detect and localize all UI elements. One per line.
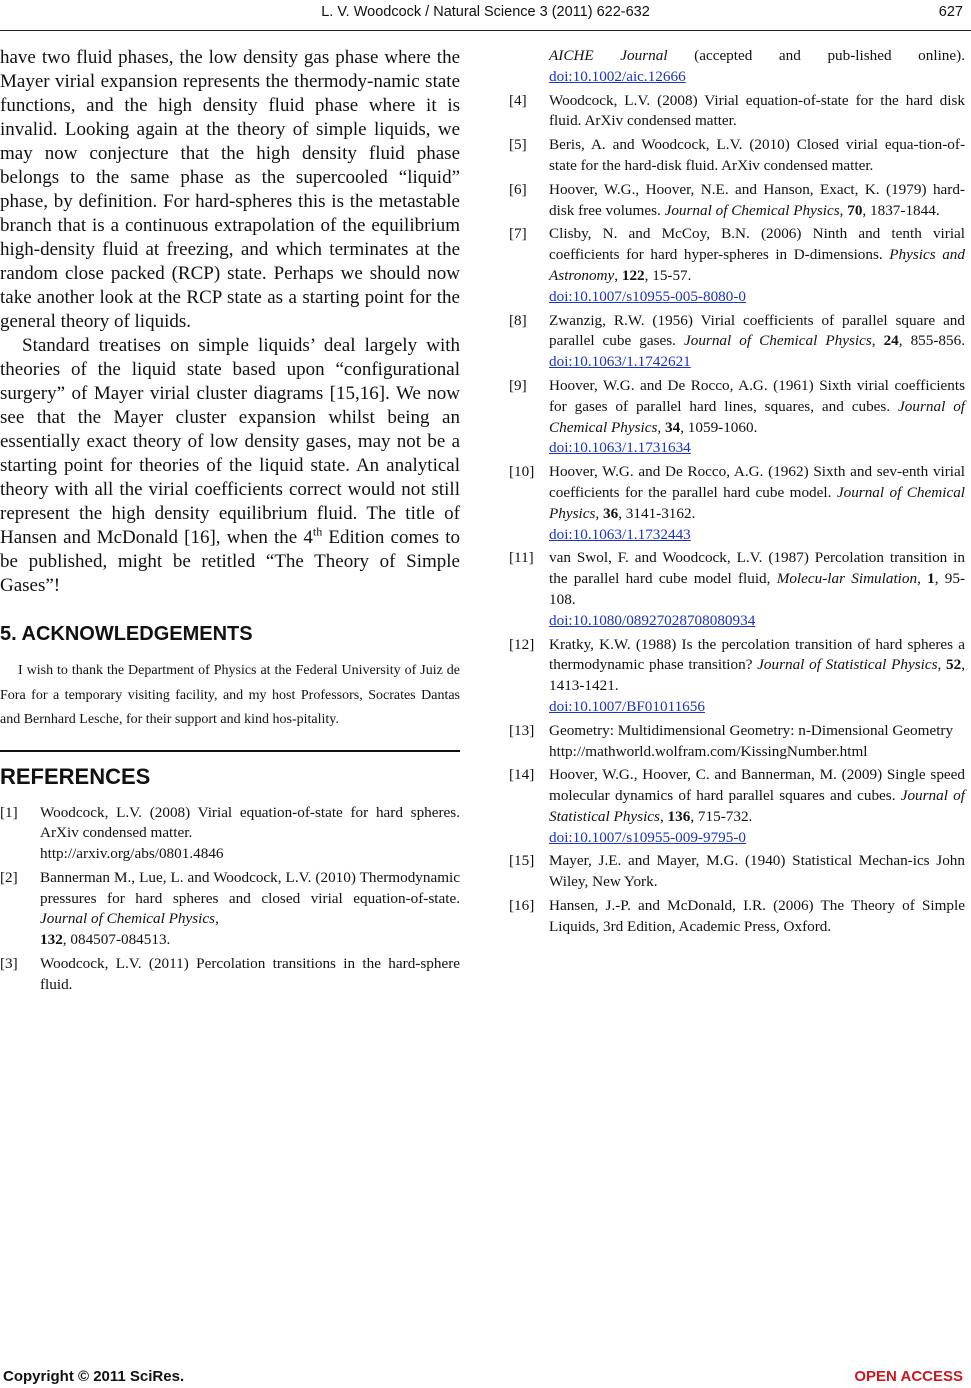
reference-journal: Journal of Statistical Physics	[757, 656, 938, 674]
reference-number: [3]	[0, 955, 18, 973]
reference-pages: , 3141-3162.	[618, 504, 696, 522]
reference-text: Woodcock, L.V. (2011) Percolation transitions in the hard-sphere fluid.	[40, 955, 460, 993]
reference-number: [15]	[509, 852, 535, 870]
reference-volume: 52	[946, 656, 962, 674]
reference-journal: Journal of Chemical Physics	[549, 483, 966, 522]
reference-item	[509, 224, 965, 307]
reference-volume: 70	[847, 201, 863, 219]
reference-body	[549, 311, 965, 373]
reference-item	[509, 765, 965, 848]
reference-journal: Physics and Astronomy	[549, 246, 965, 284]
reference-text: Hoover, W.G., Hoover, N.E. and Hanson, Exact, K. (1979) hard-disk free volumes.	[549, 180, 965, 219]
reference-pages: , 1059-1060.	[680, 418, 758, 436]
page-number: 627	[938, 4, 963, 20]
reference-journal: Journal of Chemical Physics	[549, 397, 966, 436]
reference-body	[549, 462, 965, 545]
doi-link[interactable]: doi:10.1007/BF01011656	[549, 697, 705, 715]
reference-item	[509, 311, 965, 373]
reference-body	[549, 376, 965, 459]
reference-sep: ,	[871, 332, 884, 350]
reference-text: Hoover, W.G., Hoover, C. and Bannerman, M. (2009) Single speed molecular dynamics of hard parallel squares and cubes.	[549, 766, 965, 805]
reference-item	[509, 548, 965, 631]
reference-pages: , 084507-084513.	[62, 931, 171, 949]
doi-link[interactable]: doi:10.1063/1.1742621	[549, 353, 691, 371]
reference-body: Mayer, J.E. and Mayer, M.G. (1940) Statistical Mechan-ics John Wiley, New York.	[549, 852, 965, 891]
references-heading: REFERENCES	[0, 763, 151, 789]
reference-sep: ,	[215, 910, 219, 928]
page-footer	[0, 1368, 971, 1388]
reference-text: Hoover, W.G. and De Rocco, A.G. (1961) Sixth virial coefficients for gases of parallel hard lines, squares, and cubes.	[549, 376, 965, 415]
reference-journal: Molecu-lar Simulation	[776, 570, 918, 588]
section-divider	[0, 750, 460, 752]
reference-number: [1]	[0, 803, 18, 821]
paragraph-2-text-b: Edition comes to be published, might be retitled “The Theory of Simple Gases”!	[0, 527, 460, 596]
open-access-label: OPEN ACCESS	[854, 1368, 963, 1385]
body-paragraph-1: have two fluid phases, the low density gas phase where the Mayer virial expansion represents the thermody-namic state functions, and the high density fluid phase where it is invalid. Looking again at the theory of simple liquids, we may now conjecture that the high density fluid phase belongs to the same phase as the supercooled “liquid” phase, by definition. For hard-spheres this is the metastable branch that is a continuous extrapolation of the equilibrium high-density fluid at freezing, and which terminates at the random close packed (RCP) state. Perhaps we should now take another look at the RCP state as a starting point for the general theory of liquids.	[0, 47, 460, 332]
reference-text: Clisby, N. and McCoy, B.N. (2006) Ninth and tenth virial coefficients for hard hyper-spheres in D-dimensions.	[549, 225, 965, 264]
reference-item	[509, 896, 965, 938]
reference-item	[509, 851, 965, 893]
reference-volume: 24	[883, 332, 899, 350]
reference-volume: 122	[621, 266, 645, 284]
doi-link[interactable]: doi:10.1002/aic.12666	[549, 67, 686, 85]
reference-item	[0, 868, 460, 951]
reference-journal: AICHE Journal	[549, 47, 668, 64]
reference-body	[40, 803, 460, 865]
copyright-notice: Copyright © 2011 SciRes.	[3, 1368, 185, 1385]
reference-text: (accepted and pub-lished online).	[667, 47, 965, 64]
reference-item	[509, 180, 965, 222]
reference-body	[549, 765, 965, 848]
reference-body	[549, 180, 965, 222]
reference-text: Bannerman M., Lue, L. and Woodcock, L.V. (2010) Thermodynamic pressures for hard spheres and closed virial equation-of-state.	[40, 868, 460, 907]
reference-body	[40, 954, 460, 996]
reference-pages: , 715-732.	[690, 807, 753, 825]
reference-number: [8]	[509, 311, 527, 329]
reference-number: [11]	[509, 549, 534, 567]
reference-body: Hansen, J.-P. and McDonald, I.R. (2006) The Theory of Simple Liquids, 3rd Edition, Academic Press, Oxford.	[549, 897, 965, 935]
running-title: L. V. Woodcock / Natural Science 3 (2011) 622-632	[321, 4, 650, 20]
reference-body	[549, 224, 965, 307]
reference-sep: ,	[614, 266, 622, 284]
reference-volume: 1	[927, 570, 935, 588]
edition-superscript: th	[312, 524, 323, 539]
reference-item	[0, 803, 460, 865]
doi-link[interactable]: doi:10.1063/1.1731634	[549, 439, 691, 457]
reference-number: [7]	[509, 225, 527, 243]
reference-journal: Journal of Chemical Physics	[683, 332, 872, 350]
reference-text: Hoover, W.G. and De Rocco, A.G. (1962) Sixth and sev-enth virial coefficients for the parallel hard cube model.	[549, 463, 965, 501]
reference-body	[549, 548, 965, 631]
reference-number: [2]	[0, 868, 18, 886]
reference-pages: , 1837-1844.	[862, 201, 940, 219]
reference-sep: ,	[937, 656, 947, 674]
reference-number: [5]	[509, 136, 527, 154]
reference-item	[509, 91, 965, 133]
reference-item	[509, 462, 965, 545]
reference-url: http://mathworld.wolfram.com/KissingNumber.html	[549, 742, 868, 760]
reference-sep: ,	[917, 570, 928, 588]
left-column	[0, 46, 460, 999]
reference-text: Woodcock, L.V. (2008) Virial equation-of-state for hard spheres. ArXiv condensed matter.	[40, 803, 460, 842]
reference-item	[0, 954, 460, 996]
reference-item	[509, 135, 965, 177]
reference-text: Kratky, K.W. (1988) Is the percolation transition of hard spheres a thermodynamic phase transition?	[549, 635, 965, 674]
right-column	[509, 46, 965, 941]
reference-journal: Journal of Statistical Physics	[549, 787, 965, 825]
reference-url: http://arxiv.org/abs/0801.4846	[40, 845, 224, 863]
reference-sep: ,	[659, 807, 668, 825]
reference-volume: 132	[40, 931, 63, 949]
reference-body	[549, 635, 965, 718]
doi-link[interactable]: doi:10.1007/s10955-009-9795-0	[549, 828, 747, 846]
reference-body	[549, 46, 965, 88]
reference-number: [4]	[509, 91, 527, 109]
reference-number: [13]	[509, 721, 535, 739]
reference-number: [14]	[509, 766, 535, 784]
reference-volume: 34	[665, 418, 681, 436]
reference-number: [10]	[509, 463, 535, 481]
reference-item	[509, 376, 965, 459]
body-paragraph-2	[0, 334, 460, 598]
reference-item	[509, 635, 965, 718]
reference-text: Zwanzig, R.W. (1956) Virial coefficients of parallel square and parallel cube gases.	[549, 311, 965, 350]
reference-item-continued	[509, 46, 965, 88]
reference-volume: 136	[667, 807, 691, 825]
reference-text: van Swol, F. and Woodcock, L.V. (1987) Percolation transition in the parallel hard cube model fluid,	[549, 549, 965, 588]
reference-text: Geometry: Multidimensional Geometry: n-Dimensional Geometry	[549, 721, 954, 739]
reference-sep: ,	[595, 504, 603, 522]
reference-pages: , 855-856.	[898, 332, 965, 350]
reference-journal: Journal of Chemical Physics	[664, 201, 840, 219]
reference-pages: , 1413-1421.	[549, 656, 966, 695]
reference-number: [9]	[509, 376, 527, 394]
reference-journal: Journal of Chemical Physics	[40, 910, 216, 928]
reference-pages: , 15-57.	[644, 266, 692, 284]
doi-link[interactable]: doi:10.1007/s10955-005-8080-0	[549, 287, 747, 305]
doi-link[interactable]: doi:10.1063/1.1732443	[549, 525, 691, 543]
reference-body	[549, 721, 965, 763]
reference-body	[40, 868, 460, 951]
reference-volume: 36	[603, 504, 619, 522]
reference-number: [12]	[509, 635, 535, 653]
paragraph-2-text-a: Standard treatises on simple liquids’ deal largely with theories of the liquid state based upon “configurational surgery” of Mayer virial cluster diagrams [15,16]. We now see that the Mayer cluster expansion whilst being an essentially exact theory of low density gases, may not be a starting point for theories of the liquid state. An analytical theory with all the virial coefficients correct would not still represent the high density equilibrium fluid. The title of Hansen and McDonald [16], when the 4	[0, 335, 460, 548]
reference-body: Woodcock, L.V. (2008) Virial equation-of-state for the hard disk fluid. ArXiv condensed matter.	[549, 91, 965, 130]
reference-pages: , 95-108.	[549, 570, 966, 608]
page-header	[0, 0, 971, 31]
reference-number: [16]	[509, 897, 535, 915]
reference-item	[509, 721, 965, 763]
reference-number: [6]	[509, 180, 527, 198]
reference-sep: ,	[839, 201, 848, 219]
acknowledgements-text: I wish to thank the Department of Physics at the Federal University of Juiz de Fora for a temporary visiting facility, and my host Professors, Socrates Dantas and Bernhard Lesche, for their support and kind hos-pitality.	[0, 663, 460, 727]
doi-link[interactable]: doi:10.1080/08927028708080934	[549, 611, 756, 629]
acknowledgements-heading: 5. ACKNOWLEDGEMENTS	[0, 623, 253, 645]
reference-sep: ,	[657, 418, 665, 436]
reference-body: Beris, A. and Woodcock, L.V. (2010) Closed virial equa-tion-of- state for the hard-disk fluid. ArXiv condensed matter.	[549, 136, 965, 174]
reference-number-blank	[509, 46, 549, 88]
